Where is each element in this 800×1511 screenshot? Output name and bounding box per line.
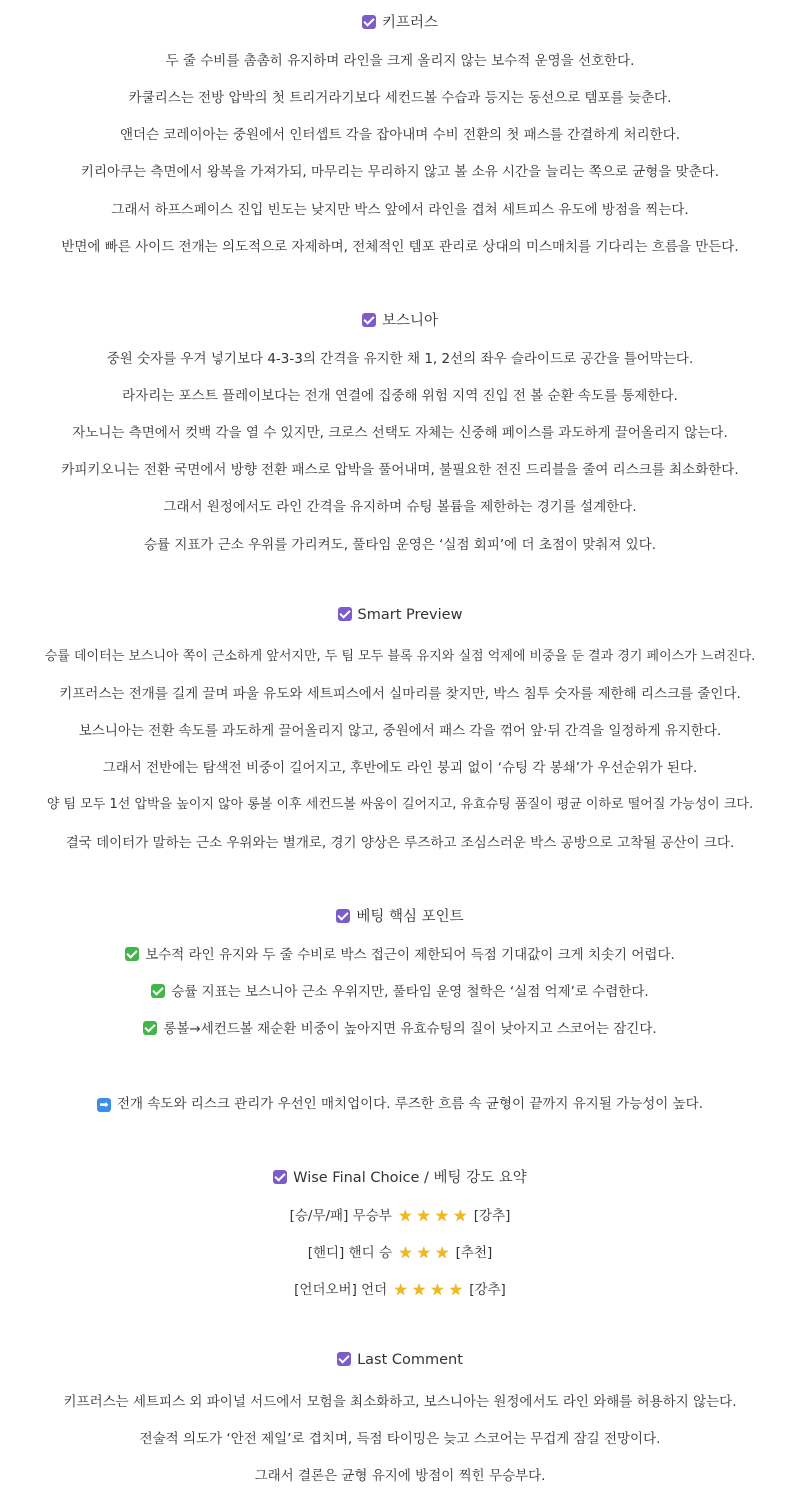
key-point-item: [0, 1017, 800, 1037]
paragraph-line: 양 팀 모두 1선 압박을 높이지 않아 롱볼 이후 세컨드볼 싸움이 길어지고, 유효슈팅 품질이 평균 이하로 떨어질 가능성이 크다.: [46, 797, 754, 812]
section-title-bosnia: [0, 309, 800, 330]
section-title-preview: [0, 607, 800, 623]
section-title-text: 키프러스: [381, 15, 439, 31]
pick-grade: [추천]: [455, 1245, 493, 1261]
star-icon: ★: [453, 1206, 468, 1225]
right-arrow-icon: ➡: [97, 1098, 111, 1112]
paragraph-line: 앤더슨 코레이아는 중원에서 인터셉트 각을 잡아내며 수비 전환의 첫 패스를 간결하게 처리한다.: [119, 127, 681, 143]
star-icon: ★: [448, 1280, 463, 1299]
pick-row: [0, 1278, 800, 1299]
purple-checkbox-icon: [337, 1352, 351, 1366]
section-title-cyprus: [0, 11, 800, 32]
paragraph-line: 그래서 하프스페이스 진입 빈도는 낮지만 박스 앞에서 라인을 겹쳐 세트피스 유도에 방점을 찍는다.: [111, 202, 689, 218]
paragraph-line: 보스니아는 전환 속도를 과도하게 끌어올리지 않고, 중원에서 패스 각을 꺾어 앞·뒤 간격을 일정하게 유지한다.: [78, 723, 722, 739]
section-title-text: Last Comment: [357, 1352, 463, 1368]
paragraph-line: 그래서 결론은 균형 유지에 방점이 찍힌 무승부다.: [254, 1468, 546, 1484]
green-check-icon: [143, 1021, 157, 1035]
paragraph-line: 중원 숫자를 우겨 넣기보다 4-3-3의 간격을 유지한 채 1, 2선의 좌우 슬라이드로 공간을 틀어막는다.: [106, 351, 694, 367]
key-point-text: 보수적 라인 유지와 두 줄 수비로 박스 접근이 제한되어 득점 기대값이 크게 치솟기 어렵다.: [145, 947, 675, 963]
star-icon: ★: [398, 1243, 413, 1262]
paragraph-line: 두 줄 수비를 촘촘히 유지하며 라인을 크게 올리지 않는 보수적 운영을 선호한다.: [165, 53, 635, 69]
pick-market: [언더오버] 언더: [294, 1282, 388, 1298]
purple-checkbox-icon: [338, 607, 352, 621]
pick-market: [승/무/패] 무승부: [289, 1208, 392, 1224]
star-icon: ★: [434, 1206, 450, 1225]
star-rating: [396, 1245, 451, 1261]
paragraph-line: 반면에 빠른 사이드 전개는 의도적으로 자제하며, 전체적인 템포 관리로 상대의 미스매치를 기다리는 흐름을 만든다.: [61, 239, 739, 255]
star-rating: [396, 1208, 469, 1224]
key-point-item: [0, 943, 800, 963]
star-icon: ★: [430, 1280, 445, 1299]
section-title-final: [0, 1166, 800, 1187]
pick-grade: [강추]: [473, 1208, 511, 1224]
section-title-text: Wise Final Choice / 베팅 강도 요약: [293, 1170, 527, 1186]
purple-checkbox-icon: [336, 909, 350, 923]
paragraph-line: 키프러스는 전개를 길게 끌며 파울 유도와 세트피스에서 실마리를 찾지만, 박스 침투 숫자를 제한해 리스크를 줄인다.: [59, 686, 741, 702]
paragraph-line: 승률 지표가 근소 우위를 가리켜도, 풀타임 운영은 ‘실점 회피’에 더 초점이 맞춰져 있다.: [143, 537, 657, 553]
star-icon: ★: [393, 1280, 408, 1299]
pick-row: [0, 1204, 800, 1225]
section-title-text: Smart Preview: [357, 607, 463, 623]
conclusion-line: [0, 1092, 800, 1112]
section-title-points: [0, 905, 800, 926]
conclusion-text: 전개 속도와 리스크 관리가 우선인 매치업이다. 루즈한 흐름 속 균형이 끝까지 유지될 가능성이 높다.: [116, 1096, 703, 1112]
paragraph-line: 그래서 전반에는 탐색전 비중이 길어지고, 후반에도 라인 붕괴 없이 ‘슈팅 각 봉쇄’가 우선순위가 된다.: [102, 760, 698, 776]
paragraph-line: 카쿨리스는 전방 압박의 첫 트리거라기보다 세컨드볼 수습과 등지는 동선으로 템포를 늦춘다.: [128, 90, 672, 106]
paragraph-line: 자노니는 측면에서 컷백 각을 열 수 있지만, 크로스 선택도 자체는 신중해 페이스를 과도하게 끌어올리지 않는다.: [72, 425, 728, 441]
pick-grade: [강추]: [469, 1282, 506, 1298]
key-point-text: 롱볼→세컨드볼 재순환 비중이 높아지면 유효슈팅의 질이 낮아지고 스코어는 잠긴다.: [163, 1021, 657, 1037]
key-point-item: [0, 980, 800, 1000]
green-check-icon: [125, 947, 139, 961]
key-point-text: 승률 지표는 보스니아 근소 우위지만, 풀타임 운영 철학은 ‘실점 억제’로 수렴한다.: [171, 984, 649, 1000]
star-icon: ★: [416, 1206, 431, 1225]
purple-checkbox-icon: [362, 313, 376, 327]
star-rating: [392, 1282, 465, 1298]
paragraph-line: 승률 데이터는 보스니아 쪽이 근소하게 앞서지만, 두 팀 모두 블록 유지와 실점 억제에 비중을 둔 결과 경기 페이스가 느려진다.: [44, 649, 756, 664]
section-title-text: 베팅 핵심 포인트: [356, 909, 464, 925]
purple-checkbox-icon: [362, 15, 376, 29]
star-icon: ★: [411, 1280, 427, 1299]
star-icon: ★: [435, 1243, 450, 1262]
paragraph-line: 라자리는 포스트 플레이보다는 전개 연결에 집중해 위험 지역 진입 전 볼 순환 속도를 통제한다.: [122, 388, 678, 404]
pick-row: [0, 1241, 800, 1262]
star-icon: ★: [416, 1243, 432, 1262]
paragraph-line: 전술적 의도가 ‘안전 제일’로 겹치며, 득점 타이밍은 늦고 스코어는 무겁게 잠길 전망이다.: [139, 1431, 661, 1447]
paragraph-line: 카피키오니는 전환 국면에서 방향 전환 패스로 압박을 풀어내며, 불필요한 전진 드리블을 줄여 리스크를 최소화한다.: [61, 462, 739, 478]
star-icon: ★: [398, 1206, 413, 1225]
paragraph-line: 그래서 원정에서도 라인 간격을 유지하며 슈팅 볼륨을 제한하는 경기를 설계한다.: [163, 499, 637, 515]
paragraph-line: 키리아쿠는 측면에서 왕복을 가져가되, 마무리는 무리하지 않고 볼 소유 시간을 늘리는 쪽으로 균형을 맞춘다.: [80, 164, 720, 180]
section-title-text: 보스니아: [381, 313, 439, 329]
purple-checkbox-icon: [273, 1170, 287, 1184]
section-title-comment: [0, 1352, 800, 1368]
paragraph-line: 키프러스는 세트피스 외 파이널 서드에서 모험을 최소화하고, 보스니아는 원정에서도 라인 와해를 허용하지 않는다.: [63, 1394, 737, 1410]
pick-market: [핸디] 핸디 승: [307, 1245, 393, 1261]
paragraph-line: 결국 데이터가 말하는 근소 우위와는 별개로, 경기 양상은 루즈하고 조심스러운 박스 공방으로 고착될 공산이 크다.: [65, 835, 735, 851]
green-check-icon: [151, 984, 165, 998]
